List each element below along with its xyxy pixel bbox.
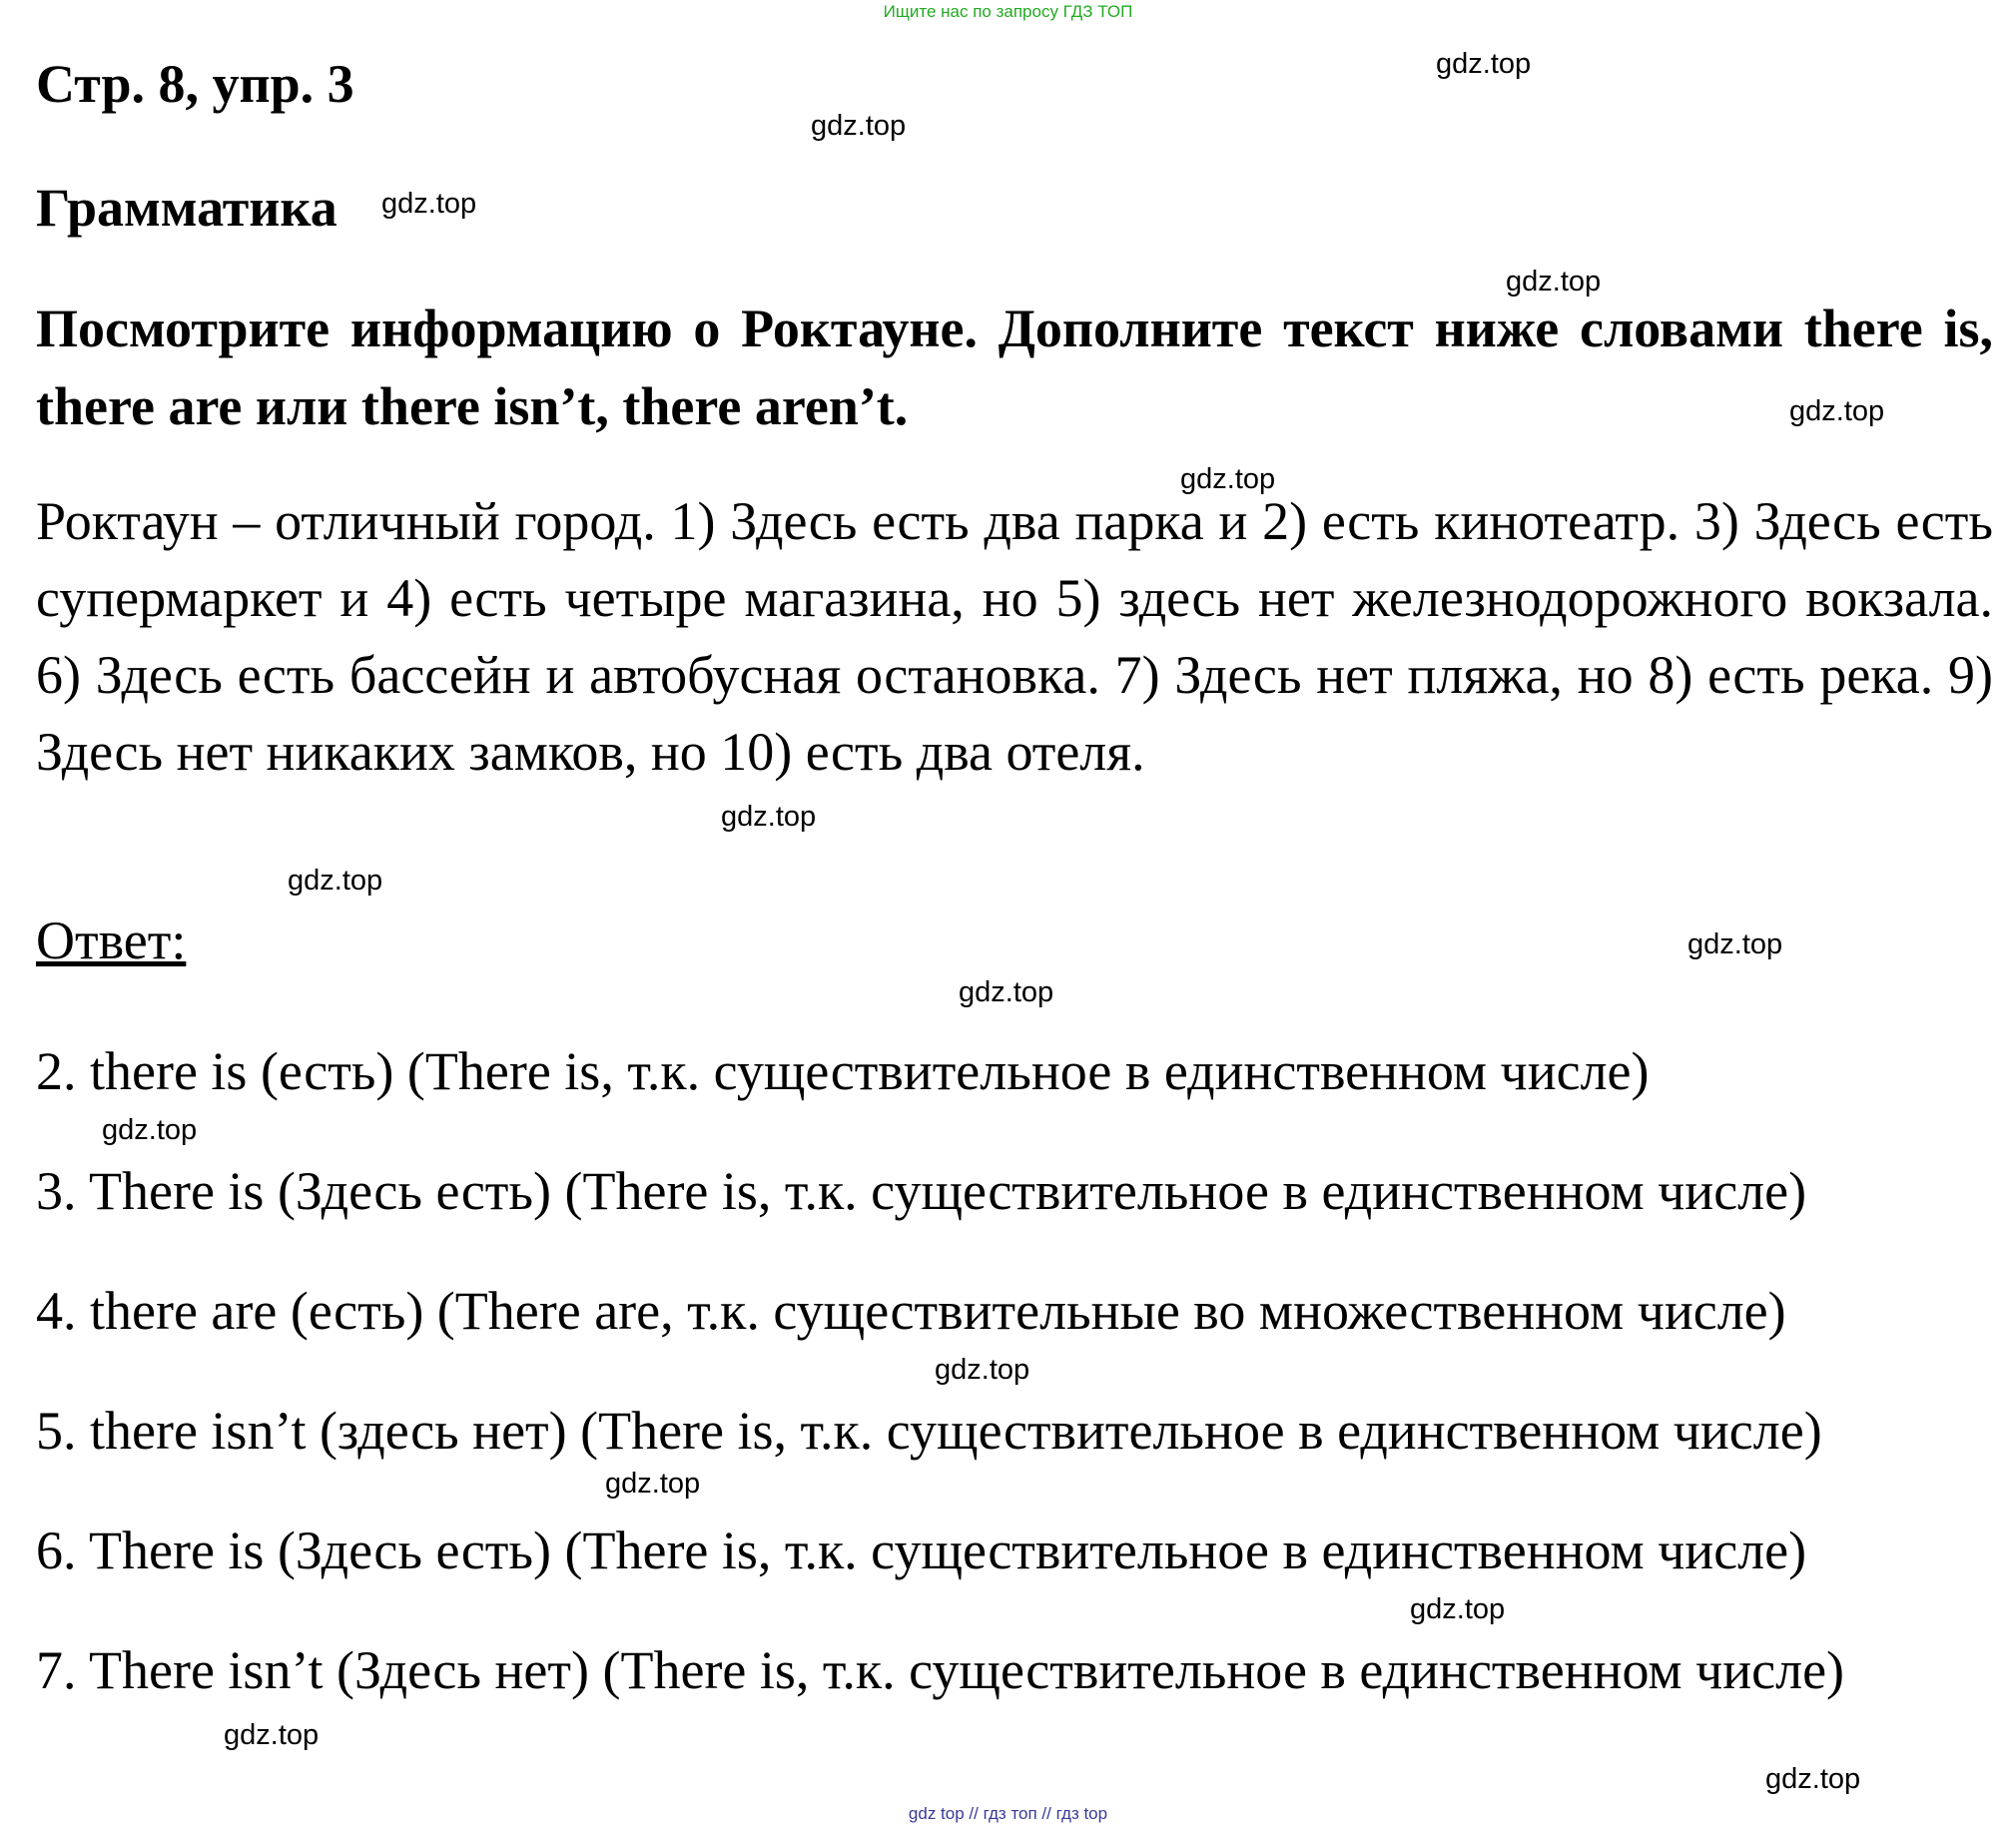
answer-item: 7. There isn’t (Здесь нет) (There is, т.к. существительное в единственном числе) (36, 1640, 1845, 1700)
watermark: gdz.top (1789, 395, 1885, 427)
watermark: gdz.top (811, 110, 907, 142)
watermark: gdz.top (381, 188, 477, 220)
watermark: gdz.top (1410, 1593, 1506, 1625)
watermark: gdz.top (959, 976, 1054, 1008)
watermark: gdz.top (1436, 48, 1532, 80)
watermark: gdz.top (224, 1719, 320, 1751)
answer-item: 4. there are (есть) (There are, т.к. существительные во множественном числе) (36, 1281, 1786, 1341)
exercise-text: Роктаун – отличный город. 1) Здесь есть два парка и 2) есть кинотеатр. 3) Здесь есть супермаркет и 4) есть четыре магазина, но 5) здесь нет железнодорожного вокзала. 6) Здесь есть бассейн и автобусная остановка. 7) Здесь нет пляжа, но 8) есть река. 9) Здесь нет никаких замков, но 10) есть два отеля. (36, 491, 1993, 782)
page-reference: Стр. 8, упр. 3 (36, 54, 354, 114)
answer-label: Ответ: (36, 911, 187, 970)
watermark: gdz.top (605, 1468, 701, 1500)
top-banner: Ищите нас по запросу ГДЗ ТОП (883, 2, 1133, 21)
watermark: gdz.top (935, 1354, 1030, 1386)
watermark: gdz.top (1765, 1763, 1861, 1795)
watermark: gdz.top (1687, 928, 1783, 960)
answer-item: 6. There is (Здесь есть) (There is, т.к. существительное в единственном числе) (36, 1520, 1807, 1580)
answer-item: 3. There is (Здесь есть) (There is, т.к. существительное в единственном числе) (36, 1161, 1807, 1221)
watermark: gdz.top (288, 865, 383, 897)
watermark: gdz.top (1506, 266, 1602, 298)
watermark: gdz.top (721, 801, 817, 833)
watermark: gdz.top (102, 1114, 198, 1146)
task-instruction: Посмотрите информацию о Роктауне. Дополните текст ниже словами there is, there are или there isn’t, there aren’t. (36, 299, 1993, 436)
section-title: Грамматика (36, 178, 337, 238)
footer: gdz top // гдз топ // гдз top (908, 1804, 1108, 1823)
watermark: gdz.top (1180, 463, 1276, 495)
answer-item: 5. there isn’t (здесь нет) (There is, т.к. существительное в единственном числе) (36, 1401, 1822, 1461)
answer-item: 2. there is (есть) (There is, т.к. существительное в единственном числе) (36, 1041, 1650, 1101)
